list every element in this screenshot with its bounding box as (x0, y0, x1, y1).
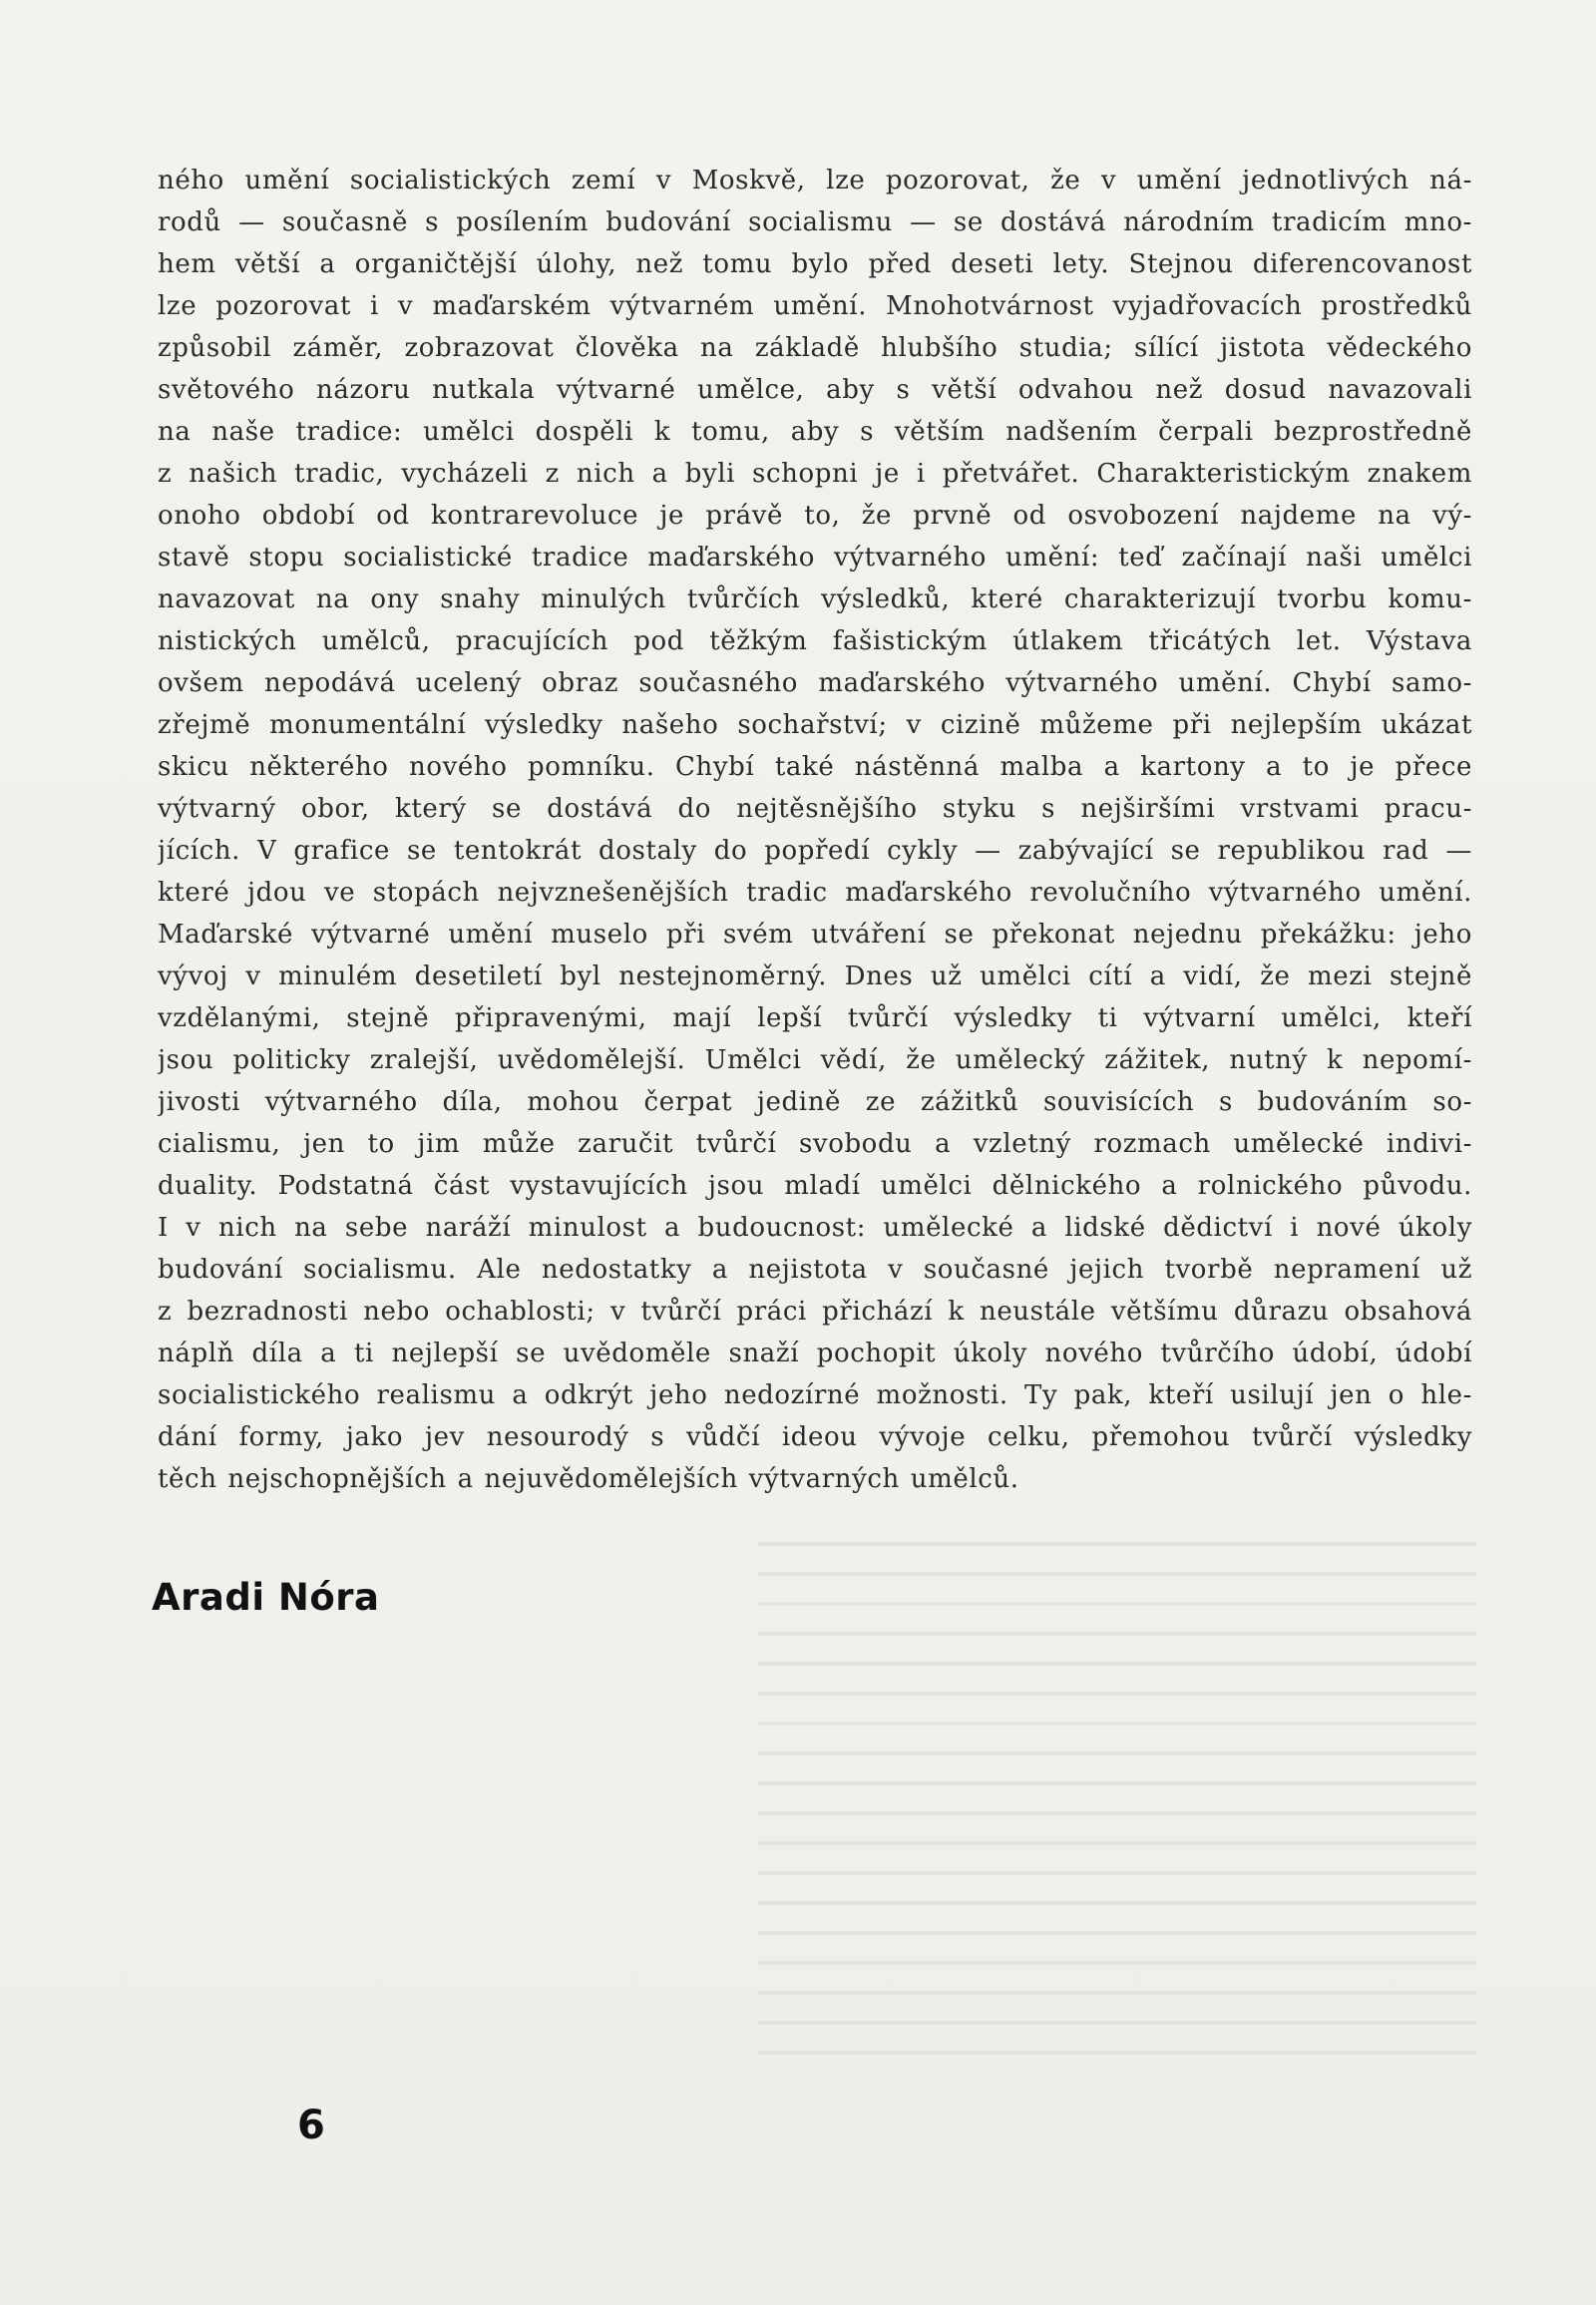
text-line: cialismu, jen to jim může zaručit tvůrčí svobodu a vzletný rozmach umělecké indivi- (158, 1129, 1472, 1159)
text-line: ného umění socialistických zemí v Moskvě, lze pozorovat, že v umění jednotlivých ná- (158, 166, 1472, 195)
text-line: na naše tradice: umělci dospěli k tomu, aby s větším nadšením čerpali bezprostředně (158, 417, 1472, 447)
text-line: skicu některého nového pomníku. Chybí také nástěnná malba a kartony a to je přece (158, 752, 1472, 782)
text-line: Maďarské výtvarné umění muselo při svém utváření se překonat nejednu překážku: jeho (158, 920, 1472, 950)
text-line: budování socialismu. Ale nedostatky a nejistota v současné jejich tvorbě nepramení už (158, 1255, 1472, 1285)
text-line: vzdělanými, stejně připravenými, mají lepší tvůrčí výsledky ti výtvarní umělci, kteří (158, 1003, 1472, 1033)
text-line: duality. Podstatná část vystavujících jsou mladí umělci dělnického a rolnického původu. (158, 1171, 1472, 1201)
text-line: onoho období od kontrarevoluce je právě to, že prvně od osvobození najdeme na vý- (158, 501, 1472, 531)
page-number: 6 (297, 2103, 325, 2148)
text-line: jících. V grafice se tentokrát dostaly do popředí cykly — zabývající se republikou rad — (158, 836, 1472, 866)
text-line: těch nejschopnějších a nejuvědomělejších výtvarných umělců. (158, 1464, 1019, 1494)
text-line: výtvarný obor, který se dostává do nejtěsnějšího styku s nejširšími vrstvami pracu- (158, 794, 1472, 824)
text-line: které jdou ve stopách nejvznešenějších tradic maďarského revolučního výtvarného umění. (158, 878, 1472, 908)
article-text (158, 160, 1472, 1500)
show-through-texture (758, 1516, 1476, 2075)
text-line: I v nich na sebe naráží minulost a budoucnost: umělecké a lidské dědictví i nové úkoly (158, 1213, 1472, 1243)
text-line: způsobil záměr, zobrazovat člověka na základě hlubšího studia; sílící jistota vědeckého (158, 333, 1472, 363)
author-name: Aradi Nóra (152, 1576, 380, 1619)
text-line: náplň díla a ti nejlepší se uvědoměle snaží pochopit úkoly nového tvůrčího údobí, údobí (158, 1339, 1472, 1368)
text-line: lze pozorovat i v maďarském výtvarném umění. Mnohotvárnost vyjadřovacích prostředků (158, 291, 1472, 321)
text-line: navazovat na ony snahy minulých tvůrčích výsledků, které charakterizují tvorbu komu- (158, 584, 1472, 614)
text-line: hem větší a organičtější úlohy, než tomu bylo před deseti lety. Stejnou diferencovanost (158, 249, 1472, 279)
text-line: socialistického realismu a odkrýt jeho nedozírné možnosti. Ty pak, kteří usilují jen o hle- (158, 1380, 1472, 1410)
text-line: světového názoru nutkala výtvarné umělce, aby s větší odvahou než dosud navazovali (158, 375, 1472, 405)
text-line: dání formy, jako jev nesourodý s vůdčí ideou vývoje celku, přemohou tvůrčí výsledky (158, 1422, 1472, 1452)
text-line: rodů — současně s posílením budování socialismu — se dostává národním tradicím mno- (158, 207, 1472, 237)
text-line: vývoj v minulém desetiletí byl nestejnoměrný. Dnes už umělci cítí a vidí, že mezi stejně (158, 961, 1472, 991)
text-line: nistických umělců, pracujících pod těžkým fašistickým útlakem třicátých let. Výstava (158, 626, 1472, 656)
text-line: jivosti výtvarného díla, mohou čerpat jedině ze zážitků souvisících s budováním so- (158, 1087, 1472, 1117)
text-line: z našich tradic, vycházeli z nich a byli schopni je i přetvářet. Charakteristickým znakem (158, 459, 1472, 489)
text-line: zřejmě monumentální výsledky našeho sochařství; v cizině můžeme při nejlepším ukázat (158, 710, 1472, 740)
text-line: z bezradnosti nebo ochablosti; v tvůrčí práci přichází k neustále většímu důrazu obsahová (158, 1297, 1472, 1327)
text-line: ovšem nepodává ucelený obraz současného maďarského výtvarného umění. Chybí samo- (158, 668, 1472, 698)
text-line: jsou politicky zralejší, uvědomělejší. Umělci vědí, že umělecký zážitek, nutný k nepomí- (158, 1045, 1472, 1075)
text-line: stavě stopu socialistické tradice maďarského výtvarného umění: teď začínají naši umělci (158, 543, 1472, 573)
